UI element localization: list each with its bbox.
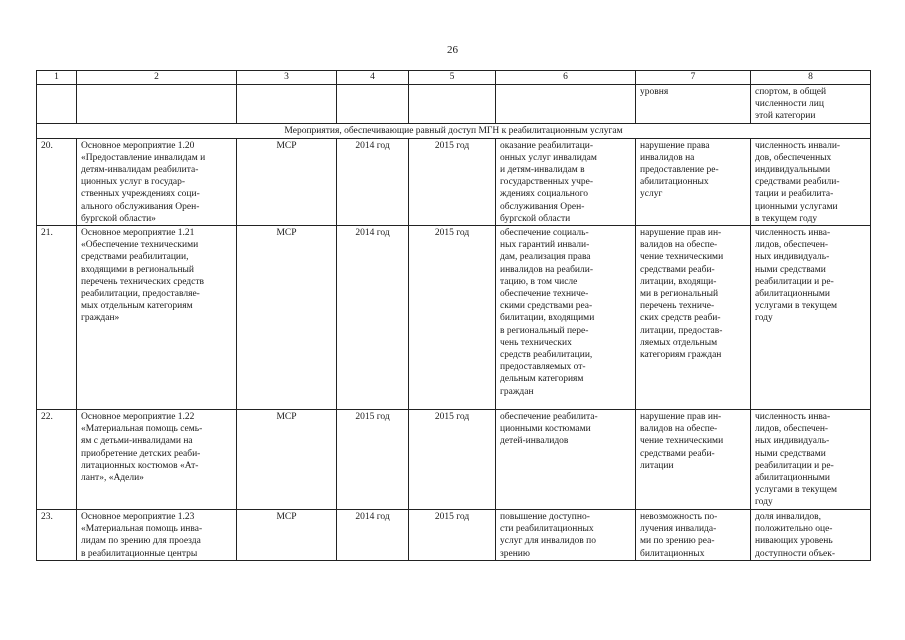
- column-number: 5: [409, 71, 496, 85]
- section-title: Мероприятия, обеспечивающие равный доступ МГН к реабилитационным услугам: [37, 123, 871, 138]
- page-number: 26: [447, 44, 458, 56]
- indicator: численность инва- лидов, обеспечен- ных индивидуаль- ными средствами реабилитации и ре- абилитационными услугами в текущем году: [751, 226, 871, 410]
- measure-name: Основное мероприятие 1.22 «Материальная помощь семь- ям с детьми-инвалидами на приобретение детских реаби- литационных костюмов «Ат- лант», «Адели»: [77, 410, 237, 510]
- column-number: 1: [37, 71, 77, 85]
- empty-cell: [37, 85, 77, 124]
- table-row: [37, 138, 871, 225]
- row-number: 20.: [37, 138, 77, 225]
- column-number: 3: [237, 71, 337, 85]
- empty-cell: [337, 85, 409, 124]
- start-year: 2015 год: [337, 410, 409, 510]
- expected-result: повышение доступно- сти реабилитационных услуг для инвалидов по зрению: [496, 510, 636, 561]
- executor: МСР: [237, 226, 337, 410]
- indicator: численность инвали- дов, обеспеченных индивидуальными средствами реабили- тации и реабилита- ционными услугами в текущем году: [751, 138, 871, 225]
- indicator: численность инва- лидов, обеспечен- ных индивидуаль- ными средствами реабилитации и ре- абилитационными услугами в текущем году: [751, 410, 871, 510]
- continuation-row: [37, 85, 871, 124]
- end-year: 2015 год: [409, 138, 496, 225]
- row-number: 23.: [37, 510, 77, 561]
- executor: МСР: [237, 510, 337, 561]
- executor: МСР: [237, 138, 337, 225]
- column-number: 2: [77, 71, 237, 85]
- start-year: 2014 год: [337, 138, 409, 225]
- column-number: 6: [496, 71, 636, 85]
- empty-cell: [237, 85, 337, 124]
- indicator: доля инвалидов, положительно оце- нивающих уровень доступности объек-: [751, 510, 871, 561]
- consequences: нарушение прав ин- валидов на обеспе- чение техническими средствами реаби- литации: [636, 410, 751, 510]
- column-number: 4: [337, 71, 409, 85]
- table-row: [37, 410, 871, 510]
- row-number: 22.: [37, 410, 77, 510]
- measure-name: Основное мероприятие 1.21 «Обеспечение техническими средствами реабилитации, входящими в региональный перечень технических средств реабилитации, предоставляе- мых отдельным категориям граждан»: [77, 226, 237, 410]
- continuation-consequences: уровня: [636, 85, 751, 124]
- column-number: 7: [636, 71, 751, 85]
- consequences: невозможность по- лучения инвалида- ми по зрению реа- билитационных: [636, 510, 751, 561]
- column-number-row: [37, 71, 871, 85]
- consequences: нарушение прав ин- валидов на обеспе- чение техническими средствами реаби- литации, входящи- ми в региональный перечень техниче- ских средств реаби- литации, предостав- ляемых отдельным категориям граждан: [636, 226, 751, 410]
- empty-cell: [77, 85, 237, 124]
- end-year: 2015 год: [409, 510, 496, 561]
- expected-result: обеспечение реабилита- ционными костюмами детей-инвалидов: [496, 410, 636, 510]
- empty-cell: [409, 85, 496, 124]
- executor: МСР: [237, 410, 337, 510]
- section-row: [37, 123, 871, 138]
- end-year: 2015 год: [409, 410, 496, 510]
- expected-result: оказание реабилитаци- онных услуг инвалидам и детям-инвалидам в государственных учре- ждениях социального обслуживания Орен- бургской области: [496, 138, 636, 225]
- start-year: 2014 год: [337, 226, 409, 410]
- measure-name: Основное мероприятие 1.23 «Материальная помощь инва- лидам по зрению для проезда в реабилитационные центры: [77, 510, 237, 561]
- table-row: [37, 510, 871, 561]
- start-year: 2014 год: [337, 510, 409, 561]
- table-row: [37, 226, 871, 410]
- measures-table: [36, 70, 871, 561]
- consequences: нарушение права инвалидов на предоставление ре- абилитационных услуг: [636, 138, 751, 225]
- continuation-indicator: спортом, в общей численности лиц этой категории: [751, 85, 871, 124]
- end-year: 2015 год: [409, 226, 496, 410]
- empty-cell: [496, 85, 636, 124]
- column-number: 8: [751, 71, 871, 85]
- measure-name: Основное мероприятие 1.20 «Предоставление инвалидам и детям-инвалидам реабилита- ционных услуг в государ- ственных учреждениях соци- ального обслуживания Орен- бургской области»: [77, 138, 237, 225]
- row-number: 21.: [37, 226, 77, 410]
- expected-result: обеспечение социаль- ных гарантий инвали- дам, реализация права инвалидов на реабили- тацию, в том числе обеспечение техниче- скими средствами реа- билитации, входящими в региональный пере- чень технических средств реабилитации, предоставляемых от- дельным категориям граждан: [496, 226, 636, 410]
